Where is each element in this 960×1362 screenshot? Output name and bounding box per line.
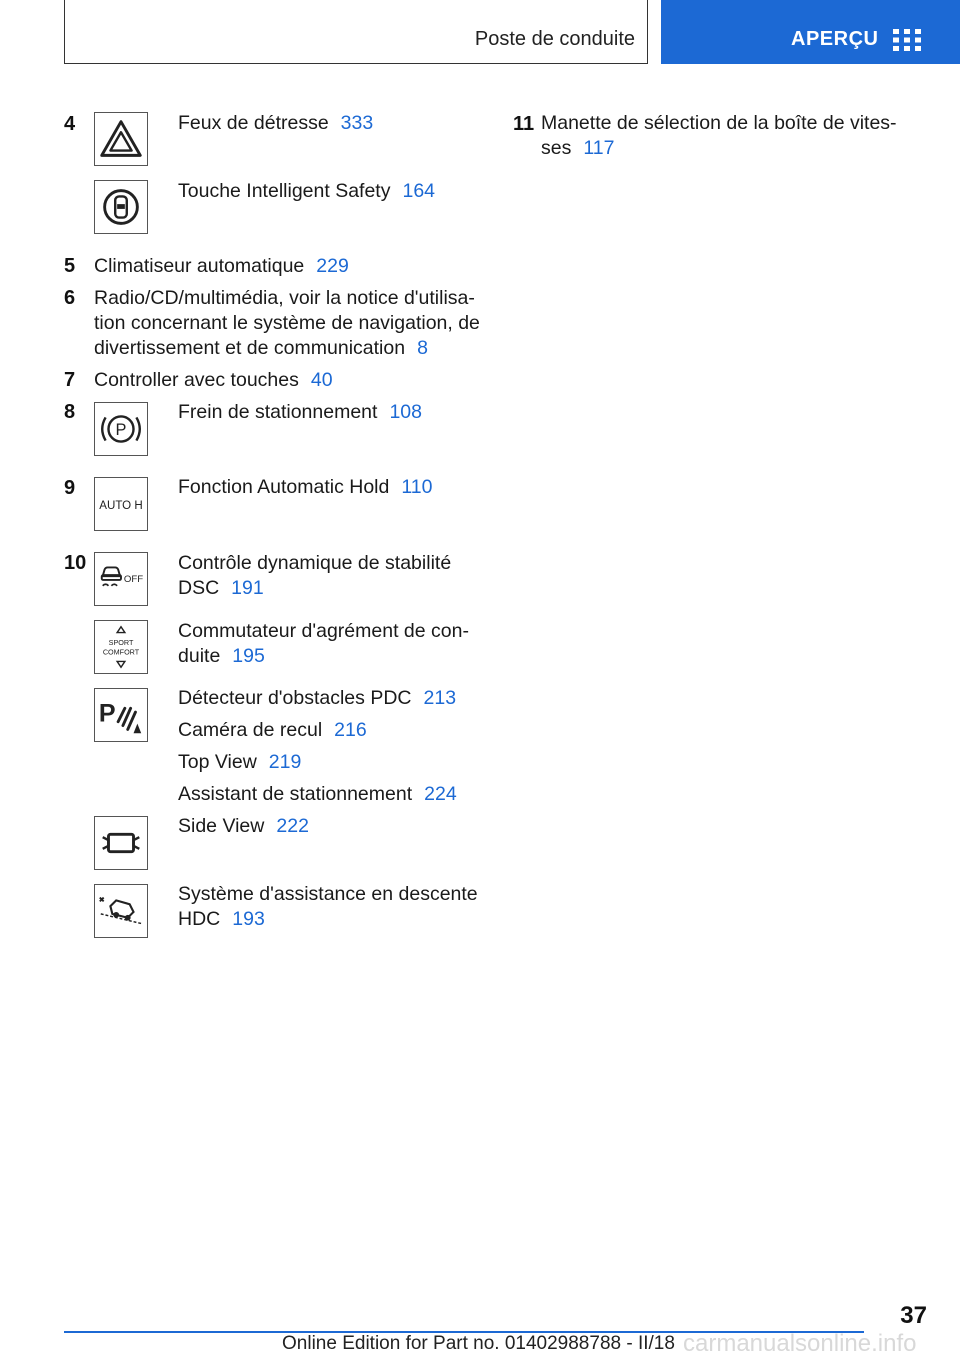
page-ref-link[interactable]: 164 xyxy=(402,180,436,202)
entry-number: 9 xyxy=(64,477,76,499)
entry-number: 6 xyxy=(64,287,76,309)
footer-edition-text: Online Edition for Part no. 01402988788 - II/18 xyxy=(282,1333,675,1354)
page-ref-link[interactable]: 229 xyxy=(316,255,349,277)
intelligent-safety-icon xyxy=(94,180,148,234)
overview-tab-label: APERÇU xyxy=(791,28,879,50)
entry-text: Contrôle dynamique de stabilité DSC 191 xyxy=(178,552,452,599)
page-ref-link[interactable]: 193 xyxy=(232,908,265,930)
page-ref-link[interactable]: 191 xyxy=(231,577,264,599)
overview-tab[interactable] xyxy=(661,0,960,64)
page-ref-link[interactable]: 40 xyxy=(310,369,333,391)
entry-number: 11 xyxy=(513,113,535,135)
entry-text: Système d'assistance en descente HDC 193 xyxy=(178,883,478,930)
entry-number: 4 xyxy=(64,113,76,135)
svg-text:SPORT: SPORT xyxy=(108,638,134,648)
page-ref-link[interactable]: 216 xyxy=(334,719,367,741)
header-section-box xyxy=(64,0,648,64)
page-ref-link[interactable]: 8 xyxy=(417,337,428,359)
svg-text:OFF: OFF xyxy=(123,573,144,585)
svg-text:COMFORT: COMFORT xyxy=(102,647,140,657)
dsc-off-icon xyxy=(94,552,148,606)
page-ref-link[interactable]: 110 xyxy=(401,476,433,498)
entry-number: 7 xyxy=(64,369,76,391)
page-ref-link[interactable]: 224 xyxy=(424,783,457,805)
entry-number: 10 xyxy=(64,552,87,574)
side-view-camera-icon xyxy=(94,816,148,870)
entry-number: 8 xyxy=(64,401,76,423)
entry-text: Assistant de stationnement 224 xyxy=(178,783,457,805)
entry-text: Caméra de recul 216 xyxy=(178,719,367,741)
entry-text: Commutateur d'agrément de con- duite 195 xyxy=(178,620,469,667)
section-title: Poste de conduite xyxy=(474,28,635,50)
entry-text: Side View 222 xyxy=(178,815,309,837)
auto-hold-icon xyxy=(94,477,148,531)
svg-text:P: P xyxy=(98,699,116,728)
page-ref-link[interactable]: 222 xyxy=(276,815,309,837)
entry-text: Frein de stationnement 108 xyxy=(178,401,422,423)
entry-text: Controller avec touches 40 xyxy=(94,369,333,391)
entry-text: Fonction Automatic Hold 110 xyxy=(178,476,433,498)
page-number: 37 xyxy=(900,1302,927,1329)
page-ref-link[interactable]: 213 xyxy=(423,687,457,709)
park-distance-control-icon xyxy=(94,688,148,742)
page-ref-link[interactable]: 108 xyxy=(389,401,422,423)
entry-text: Détecteur d'obstacles PDC 213 xyxy=(178,687,457,709)
svg-text:AUTO H: AUTO H xyxy=(99,499,143,512)
parking-brake-icon xyxy=(94,402,148,456)
page-ref-link[interactable]: 195 xyxy=(232,645,265,667)
grid-icon xyxy=(893,29,921,51)
page-ref-link[interactable]: 117 xyxy=(583,137,615,159)
sport-comfort-icon xyxy=(94,620,148,674)
hazard-triangle-icon xyxy=(94,112,148,166)
entry-number: 5 xyxy=(64,255,76,277)
entry-text: Radio/CD/multimédia, voir la notice d'utilisa- tion concernant le système de navigation, de divertissement et de communication 8 xyxy=(94,287,480,359)
footer-watermark: carmanualsonline.info xyxy=(683,1330,917,1357)
entry-text: Top View 219 xyxy=(178,751,302,773)
entry-text: Feux de détresse 333 xyxy=(178,112,374,134)
entry-text: Manette de sélection de la boîte de vites- ses 117 xyxy=(541,112,897,159)
hill-descent-icon xyxy=(94,884,148,938)
svg-text:P: P xyxy=(115,420,127,439)
page-ref-link[interactable]: 219 xyxy=(268,751,302,773)
page-ref-link[interactable]: 333 xyxy=(340,112,374,134)
entry-text: Touche Intelligent Safety 164 xyxy=(178,180,436,202)
entry-text: Climatiseur automatique 229 xyxy=(94,255,349,277)
